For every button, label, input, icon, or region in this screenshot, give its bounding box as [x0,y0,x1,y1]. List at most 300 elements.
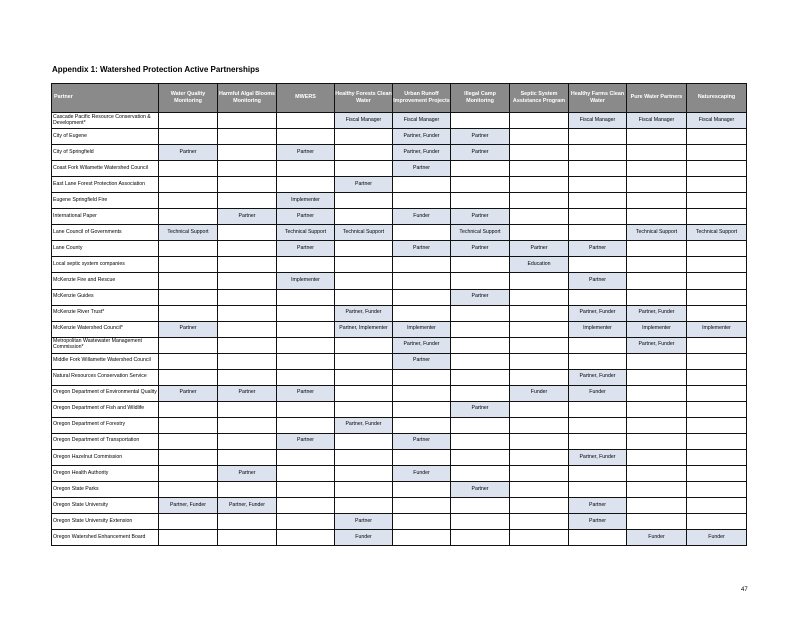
page-title: Appendix 1: Watershed Protection Active Partnerships [52,65,260,74]
role-cell [627,482,687,498]
role-cell [277,337,335,353]
role-cell: Funder [393,209,451,225]
role-cell [451,466,510,482]
role-cell [335,385,393,401]
role-cell [393,530,451,546]
role-cell: Technical Support [159,225,218,241]
partner-name-cell: Natural Resources Conservation Service [52,369,159,385]
column-header: MWERS [277,84,335,113]
role-cell [277,530,335,546]
partnerships-table [51,83,747,546]
role-cell: Partner, Implementer [335,321,393,337]
role-cell [510,449,569,465]
role-cell [218,369,277,385]
role-cell [335,433,393,449]
role-cell: Partner [218,385,277,401]
role-cell [510,305,569,321]
role-cell [393,177,451,193]
role-cell [451,530,510,546]
role-cell [218,305,277,321]
role-cell [335,193,393,209]
role-cell [218,113,277,129]
role-cell [218,177,277,193]
role-cell [393,514,451,530]
role-cell [627,129,687,145]
role-cell [627,177,687,193]
partner-name-cell: McKenzie Watershed Council* [52,321,159,337]
role-cell [277,449,335,465]
role-cell: Partner [569,514,627,530]
role-cell: Partner, Funder [335,417,393,433]
role-cell [393,498,451,514]
role-cell [627,193,687,209]
role-cell [335,353,393,369]
role-cell [159,177,218,193]
role-cell [510,321,569,337]
role-cell [218,417,277,433]
role-cell [393,289,451,305]
role-cell [687,417,747,433]
table-row [52,273,747,289]
role-cell [159,241,218,257]
role-cell [218,530,277,546]
role-cell [159,193,218,209]
partner-name-cell: Lane Council of Governments [52,225,159,241]
role-cell: Partner, Funder [569,305,627,321]
role-cell [218,193,277,209]
role-cell [335,241,393,257]
role-cell [569,225,627,241]
table-row [52,385,747,401]
partner-name-cell: International Paper [52,209,159,225]
role-cell [335,369,393,385]
table-header-row [52,84,747,113]
role-cell: Partner [218,209,277,225]
role-cell [159,257,218,273]
role-cell [218,289,277,305]
role-cell: Fiscal Manager [393,113,451,129]
role-cell [218,482,277,498]
role-cell: Partner, Funder [627,337,687,353]
role-cell: Funder [510,385,569,401]
partner-name-cell: City of Eugene [52,129,159,145]
role-cell [627,369,687,385]
role-cell [218,161,277,177]
role-cell [687,209,747,225]
role-cell: Partner [451,241,510,257]
partner-name-cell: McKenzie River Trust* [52,305,159,321]
role-cell [393,369,451,385]
role-cell [451,161,510,177]
role-cell [451,113,510,129]
table-row [52,449,747,465]
role-cell [627,273,687,289]
role-cell: Fiscal Manager [687,113,747,129]
role-cell [451,498,510,514]
role-cell [393,225,451,241]
role-cell [277,401,335,417]
role-cell: Partner, Funder [335,305,393,321]
column-header: Illegal Camp Monitoring [451,84,510,113]
table-row [52,417,747,433]
role-cell [510,514,569,530]
role-cell [218,257,277,273]
role-cell [218,225,277,241]
column-header: Water Quality Monitoring [159,84,218,113]
role-cell: Partner [159,321,218,337]
role-cell [569,145,627,161]
role-cell [277,482,335,498]
role-cell [627,449,687,465]
role-cell: Partner, Funder [393,145,451,161]
table-row [52,401,747,417]
role-cell: Partner, Funder [393,337,451,353]
role-cell [451,257,510,273]
role-cell [510,353,569,369]
role-cell: Partner [277,209,335,225]
role-cell [159,273,218,289]
role-cell: Fiscal Manager [335,113,393,129]
role-cell: Partner [451,289,510,305]
role-cell [569,530,627,546]
role-cell [277,417,335,433]
role-cell [159,449,218,465]
partner-name-cell: Oregon State Parks [52,482,159,498]
role-cell [510,530,569,546]
role-cell: Funder [569,385,627,401]
role-cell [510,209,569,225]
role-cell: Partner [510,241,569,257]
column-header: Partner [52,84,159,113]
role-cell [569,417,627,433]
role-cell [569,466,627,482]
role-cell [687,466,747,482]
table-row [52,129,747,145]
role-cell: Technical Support [335,225,393,241]
role-cell [627,257,687,273]
role-cell [335,482,393,498]
role-cell [277,321,335,337]
role-cell [335,161,393,177]
partner-name-cell: Oregon Health Authority [52,466,159,482]
role-cell [451,337,510,353]
role-cell: Implementer [569,321,627,337]
role-cell: Funder [393,466,451,482]
role-cell [687,145,747,161]
role-cell [510,466,569,482]
column-header: Healthy Farms Clean Water [569,84,627,113]
role-cell [687,433,747,449]
role-cell [510,337,569,353]
partner-name-cell: McKenzie Guides [52,289,159,305]
column-header: Healthy Forests Clean Water [335,84,393,113]
role-cell [627,433,687,449]
role-cell [687,353,747,369]
role-cell [510,161,569,177]
role-cell [510,273,569,289]
role-cell [451,449,510,465]
partner-name-cell: Metropolitan Wastewater Management Commission* [52,337,159,353]
role-cell [393,482,451,498]
role-cell [627,289,687,305]
role-cell [569,433,627,449]
role-cell [627,209,687,225]
role-cell: Partner [569,273,627,289]
role-cell [510,417,569,433]
role-cell [627,466,687,482]
table-row [52,353,747,369]
role-cell [687,498,747,514]
role-cell [451,433,510,449]
role-cell [277,129,335,145]
table-row [52,466,747,482]
role-cell [569,193,627,209]
role-cell [393,257,451,273]
role-cell: Partner, Funder [159,498,218,514]
role-cell [569,209,627,225]
role-cell [687,401,747,417]
role-cell [687,193,747,209]
partner-name-cell: Oregon Department of Forestry [52,417,159,433]
column-header: Naturescaping [687,84,747,113]
role-cell [393,401,451,417]
role-cell [277,113,335,129]
role-cell [159,161,218,177]
role-cell: Partner [393,353,451,369]
role-cell: Implementer [687,321,747,337]
table-row [52,257,747,273]
role-cell [335,466,393,482]
role-cell: Partner [335,177,393,193]
role-cell [510,225,569,241]
role-cell: Technical Support [687,225,747,241]
role-cell: Funder [687,530,747,546]
role-cell: Fiscal Manager [569,113,627,129]
role-cell [510,193,569,209]
role-cell: Partner [159,385,218,401]
column-header: Harmful Algal Blooms Monitoring [218,84,277,113]
role-cell: Implementer [277,193,335,209]
role-cell [159,530,218,546]
role-cell [218,273,277,289]
role-cell: Technical Support [627,225,687,241]
role-cell [569,353,627,369]
table-row [52,193,747,209]
role-cell [335,273,393,289]
role-cell [335,401,393,417]
role-cell [159,433,218,449]
role-cell: Technical Support [277,225,335,241]
role-cell [277,353,335,369]
role-cell [687,514,747,530]
role-cell [218,337,277,353]
role-cell: Partner [335,514,393,530]
role-cell [687,161,747,177]
role-cell [687,449,747,465]
role-cell: Partner [451,401,510,417]
role-cell: Partner [569,241,627,257]
role-cell: Implementer [277,273,335,289]
role-cell: Partner [277,385,335,401]
partner-name-cell: Local septic system companies [52,257,159,273]
role-cell [627,145,687,161]
role-cell [159,401,218,417]
role-cell: Partner [451,145,510,161]
role-cell: Partner [451,482,510,498]
table-row [52,209,747,225]
role-cell [687,257,747,273]
role-cell [569,401,627,417]
role-cell [510,369,569,385]
role-cell [277,177,335,193]
role-cell [569,482,627,498]
role-cell [218,145,277,161]
role-cell [451,417,510,433]
partner-name-cell: East Lane Forest Protection Association [52,177,159,193]
role-cell [277,514,335,530]
table-row [52,305,747,321]
role-cell [159,466,218,482]
partner-name-cell: Eugene Springfield Fire [52,193,159,209]
role-cell [687,385,747,401]
role-cell [510,129,569,145]
role-cell [569,177,627,193]
role-cell [510,113,569,129]
role-cell: Funder [627,530,687,546]
role-cell: Partner [569,498,627,514]
role-cell [687,273,747,289]
role-cell [218,321,277,337]
role-cell [627,514,687,530]
role-cell [687,369,747,385]
page-number: 47 [741,587,748,593]
table-row [52,177,747,193]
partner-name-cell: Oregon Department of Fish and Wildlife [52,401,159,417]
role-cell [627,241,687,257]
table-row [52,369,747,385]
role-cell: Funder [335,530,393,546]
role-cell [451,177,510,193]
role-cell [510,177,569,193]
partner-name-cell: Oregon State University Extension [52,514,159,530]
role-cell [451,369,510,385]
role-cell [687,241,747,257]
role-cell: Implementer [393,321,451,337]
role-cell [218,401,277,417]
role-cell [510,145,569,161]
role-cell [451,353,510,369]
role-cell [277,305,335,321]
column-header: Urban Runoff Improvement Projects [393,84,451,113]
table-row [52,433,747,449]
column-header: Septic System Assistance Program [510,84,569,113]
role-cell [510,482,569,498]
role-cell: Partner, Funder [218,498,277,514]
role-cell: Partner [451,129,510,145]
role-cell [159,337,218,353]
table-row [52,482,747,498]
role-cell [277,289,335,305]
role-cell [277,257,335,273]
role-cell [159,353,218,369]
role-cell [393,193,451,209]
role-cell: Implementer [627,321,687,337]
role-cell [277,466,335,482]
partner-name-cell: Oregon State University [52,498,159,514]
role-cell [451,514,510,530]
table-row [52,498,747,514]
role-cell [218,433,277,449]
role-cell [159,369,218,385]
role-cell: Partner [393,161,451,177]
table-row [52,225,747,241]
role-cell [627,498,687,514]
role-cell [451,273,510,289]
table-row [52,530,747,546]
role-cell [451,385,510,401]
role-cell [510,498,569,514]
role-cell: Fiscal Manager [627,113,687,129]
role-cell: Partner [393,433,451,449]
column-header: Pure Water Partners [627,84,687,113]
partner-name-cell: City of Springfield [52,145,159,161]
table-row [52,161,747,177]
role-cell: Partner [393,241,451,257]
role-cell [159,289,218,305]
role-cell [687,305,747,321]
role-cell [335,498,393,514]
role-cell [335,129,393,145]
role-cell [393,449,451,465]
role-cell: Technical Support [451,225,510,241]
role-cell [569,257,627,273]
partner-name-cell: Middle Fork Willamette Watershed Council [52,353,159,369]
role-cell [393,273,451,289]
role-cell [510,433,569,449]
role-cell: Partner, Funder [569,449,627,465]
partner-name-cell: Lane County [52,241,159,257]
partner-name-cell: Oregon Watershed Enhancement Board [52,530,159,546]
role-cell [687,177,747,193]
role-cell [510,289,569,305]
role-cell [159,305,218,321]
role-cell [159,113,218,129]
role-cell [218,241,277,257]
role-cell [277,498,335,514]
role-cell [627,401,687,417]
role-cell [218,514,277,530]
role-cell [451,321,510,337]
role-cell: Partner [277,145,335,161]
table-row [52,241,747,257]
role-cell: Partner [451,209,510,225]
role-cell [335,449,393,465]
role-cell [159,209,218,225]
role-cell [218,449,277,465]
role-cell [335,289,393,305]
role-cell [159,129,218,145]
role-cell [218,129,277,145]
role-cell: Partner [218,466,277,482]
role-cell [451,193,510,209]
role-cell [627,385,687,401]
role-cell [687,337,747,353]
role-cell [393,385,451,401]
table-row [52,289,747,305]
role-cell [510,401,569,417]
role-cell [218,353,277,369]
role-cell [159,417,218,433]
